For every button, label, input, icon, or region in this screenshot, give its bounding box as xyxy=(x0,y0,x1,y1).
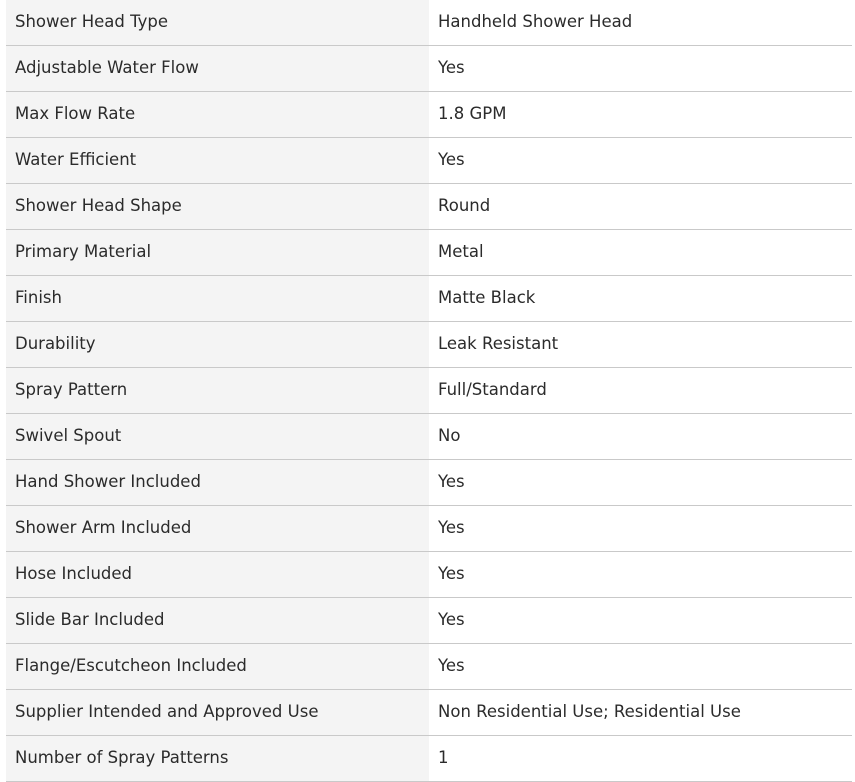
spec-value: 1 xyxy=(429,736,852,782)
spec-row-shower-head-shape xyxy=(6,184,852,230)
spec-value: Yes xyxy=(429,644,852,690)
spec-label: Primary Material xyxy=(6,230,429,276)
spec-row-swivel-spout xyxy=(6,414,852,460)
spec-label: Number of Spray Patterns xyxy=(6,736,429,782)
spec-row-number-of-spray-patterns xyxy=(6,736,852,782)
spec-label: Shower Arm Included xyxy=(6,506,429,552)
spec-label: Flange/Escutcheon Included xyxy=(6,644,429,690)
spec-label: Hose Included xyxy=(6,552,429,598)
spec-value: Full/Standard xyxy=(429,368,852,414)
spec-value: Leak Resistant xyxy=(429,322,852,368)
spec-value: Metal xyxy=(429,230,852,276)
spec-row-shower-head-type xyxy=(6,0,852,46)
spec-row-finish xyxy=(6,276,852,322)
spec-row-hose-included xyxy=(6,552,852,598)
spec-value: Yes xyxy=(429,138,852,184)
spec-value: Matte Black xyxy=(429,276,852,322)
spec-value: Yes xyxy=(429,598,852,644)
specifications-body xyxy=(6,0,852,782)
spec-row-max-flow-rate xyxy=(6,92,852,138)
spec-label: Max Flow Rate xyxy=(6,92,429,138)
spec-label: Durability xyxy=(6,322,429,368)
spec-value: 1.8 GPM xyxy=(429,92,852,138)
spec-row-durability xyxy=(6,322,852,368)
spec-row-flange-escutcheon-included xyxy=(6,644,852,690)
spec-row-spray-pattern xyxy=(6,368,852,414)
spec-row-supplier-intended-use xyxy=(6,690,852,736)
spec-label: Spray Pattern xyxy=(6,368,429,414)
spec-label: Finish xyxy=(6,276,429,322)
spec-row-primary-material xyxy=(6,230,852,276)
spec-row-shower-arm-included xyxy=(6,506,852,552)
spec-value: Yes xyxy=(429,506,852,552)
specifications-table xyxy=(6,0,852,782)
spec-value: No xyxy=(429,414,852,460)
spec-label: Adjustable Water Flow xyxy=(6,46,429,92)
spec-row-adjustable-water-flow xyxy=(6,46,852,92)
spec-label: Slide Bar Included xyxy=(6,598,429,644)
spec-value: Round xyxy=(429,184,852,230)
spec-label: Swivel Spout xyxy=(6,414,429,460)
spec-label: Shower Head Type xyxy=(6,0,429,46)
spec-value: Yes xyxy=(429,460,852,506)
spec-label: Supplier Intended and Approved Use xyxy=(6,690,429,736)
spec-value: Yes xyxy=(429,552,852,598)
spec-value: Handheld Shower Head xyxy=(429,0,852,46)
spec-label: Shower Head Shape xyxy=(6,184,429,230)
spec-label: Hand Shower Included xyxy=(6,460,429,506)
spec-row-water-efficient xyxy=(6,138,852,184)
spec-value: Non Residential Use; Residential Use xyxy=(429,690,852,736)
spec-row-hand-shower-included xyxy=(6,460,852,506)
spec-label: Water Efficient xyxy=(6,138,429,184)
spec-row-slide-bar-included xyxy=(6,598,852,644)
spec-value: Yes xyxy=(429,46,852,92)
